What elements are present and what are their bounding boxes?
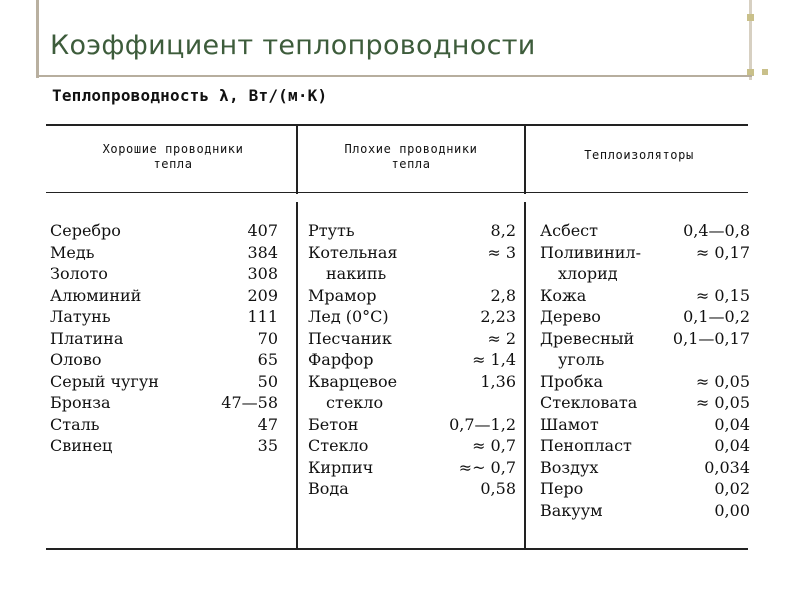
- material-value: 0,02: [714, 479, 750, 498]
- material-name: Латунь: [50, 307, 111, 326]
- slide-title-rule: [36, 75, 752, 77]
- material-name-continuation: хлорид: [558, 264, 618, 283]
- material-name: Песчаник: [308, 328, 392, 348]
- material-row-continuation: [540, 349, 750, 371]
- column-divider: [296, 124, 298, 194]
- material-value: ≈ 0,05: [695, 371, 750, 391]
- material-value: 0,1—0,17: [672, 328, 750, 348]
- material-row: [308, 285, 516, 307]
- header-insulators: Теплоизоляторы: [584, 148, 694, 162]
- material-value: 0,58: [480, 479, 516, 498]
- material-row: [540, 435, 750, 457]
- material-row: [540, 392, 750, 414]
- conductivity-table: [46, 82, 756, 552]
- slide-border-right: [749, 0, 752, 80]
- material-name: Золото: [50, 264, 108, 283]
- material-row: [308, 435, 516, 457]
- material-name: Воздух: [540, 457, 599, 477]
- material-name: Пробка: [540, 371, 603, 391]
- material-value: 50: [257, 371, 278, 391]
- material-name: Бетон: [308, 414, 359, 434]
- material-name: Лед (0°С): [308, 307, 389, 326]
- material-name: Медь: [50, 242, 95, 262]
- material-row: [540, 414, 750, 436]
- material-row: [50, 435, 278, 457]
- material-value: 209: [247, 285, 278, 305]
- material-name: Древесный: [540, 328, 635, 348]
- material-name: Пенопласт: [540, 436, 632, 455]
- material-name: Котельная: [308, 242, 398, 262]
- material-name: Асбест: [540, 221, 598, 240]
- material-name: Мрамор: [308, 285, 377, 305]
- material-value: 0,4—0,8: [683, 221, 750, 240]
- material-name: Алюминий: [50, 285, 142, 305]
- material-name: Поливинил-: [540, 242, 641, 262]
- table-caption: Теплопроводность λ, Вт/(м·К): [52, 86, 328, 105]
- material-value: 2,8: [490, 285, 516, 305]
- material-row: [50, 263, 278, 285]
- material-value: ≈ 0,7: [472, 436, 516, 455]
- decor-square: [747, 14, 754, 21]
- material-value: 0,00: [714, 500, 750, 520]
- material-row-continuation: [308, 392, 516, 414]
- material-name: Перо: [540, 479, 584, 498]
- material-name: Серебро: [50, 221, 121, 240]
- slide-title: Коэффициент теплопроводности: [50, 30, 536, 61]
- material-name: Шамот: [540, 414, 599, 434]
- material-name: Фарфор: [308, 350, 374, 369]
- material-row: [308, 414, 516, 436]
- material-name: Вакуум: [540, 500, 603, 520]
- decor-square: [762, 69, 768, 75]
- material-name: Свинец: [50, 436, 113, 455]
- material-row: [308, 478, 516, 500]
- material-row: [540, 242, 750, 264]
- material-row: [50, 371, 278, 393]
- material-row: [540, 220, 750, 242]
- material-name: Олово: [50, 350, 102, 369]
- material-name-continuation: накипь: [326, 264, 387, 283]
- material-row: [308, 349, 516, 371]
- material-name: Ртуть: [308, 221, 355, 240]
- material-row: [50, 328, 278, 350]
- material-row-continuation: [308, 263, 516, 285]
- material-value: 65: [257, 350, 278, 369]
- column-divider: [296, 202, 298, 548]
- material-row: [540, 306, 750, 328]
- material-row: [540, 500, 750, 522]
- table-rule-bottom: [46, 548, 748, 550]
- table-rule-header: [46, 192, 748, 193]
- material-value: ≈ 0,17: [695, 242, 750, 262]
- material-value: 0,04: [714, 414, 750, 434]
- material-name: Сталь: [50, 414, 100, 434]
- material-name: Кожа: [540, 285, 587, 305]
- material-value: ≈~ 0,7: [458, 457, 516, 477]
- material-name: Бронза: [50, 393, 111, 412]
- material-value: 384: [247, 242, 278, 262]
- slide-border-left: [36, 0, 39, 78]
- material-row: [540, 457, 750, 479]
- header-poor-conductors: [304, 142, 518, 172]
- column-poor-conductors: [308, 220, 516, 500]
- material-name: Дерево: [540, 307, 601, 326]
- material-row: [540, 371, 750, 393]
- material-value: 1,36: [480, 371, 516, 391]
- material-value: 70: [257, 328, 278, 348]
- material-row: [308, 220, 516, 242]
- column-divider: [524, 202, 526, 548]
- material-value: 0,04: [714, 436, 750, 455]
- material-value: ≈ 0,05: [695, 393, 750, 412]
- material-name: Кирпич: [308, 457, 374, 477]
- material-value: 2,23: [480, 307, 516, 326]
- header-good-line2: тепла: [153, 157, 193, 171]
- material-row: [50, 285, 278, 307]
- material-value: 47: [257, 414, 278, 434]
- material-value: 0,1—0,2: [683, 307, 750, 326]
- material-value: 308: [247, 264, 278, 283]
- material-name: Стекло: [308, 436, 369, 455]
- header-good-line1: Хорошие проводники: [102, 142, 244, 156]
- material-value: ≈ 0,15: [695, 285, 750, 305]
- material-row: [308, 328, 516, 350]
- material-name: Кварцевое: [308, 371, 398, 391]
- material-row: [308, 457, 516, 479]
- material-value: ≈ 1,4: [472, 350, 516, 369]
- material-row: [308, 306, 516, 328]
- material-value: 0,034: [704, 457, 750, 477]
- material-value: 47—58: [221, 393, 278, 412]
- material-name: Стекловата: [540, 393, 638, 412]
- column-divider: [524, 124, 526, 194]
- material-value: ≈ 3: [487, 242, 516, 262]
- material-name: Серый чугун: [50, 371, 159, 391]
- material-value: 407: [247, 221, 278, 240]
- material-row: [540, 285, 750, 307]
- material-name: Платина: [50, 328, 124, 348]
- material-row: [308, 371, 516, 393]
- material-row: [50, 414, 278, 436]
- material-row: [308, 242, 516, 264]
- material-row: [50, 392, 278, 414]
- table-rule-top: [46, 124, 748, 126]
- material-row: [50, 220, 278, 242]
- material-row: [50, 242, 278, 264]
- header-poor-line2: тепла: [391, 157, 431, 171]
- material-value: 0,7—1,2: [449, 414, 516, 434]
- material-value: 8,2: [490, 221, 516, 240]
- material-row: [540, 328, 750, 350]
- material-value: 35: [257, 436, 278, 455]
- material-name-continuation: стекло: [326, 393, 384, 412]
- header-poor-line1: Плохие проводники: [344, 142, 478, 156]
- material-row: [50, 349, 278, 371]
- column-good-conductors: [50, 220, 278, 457]
- material-name-continuation: уголь: [558, 350, 605, 369]
- material-name: Вода: [308, 479, 349, 498]
- material-value: 111: [247, 307, 278, 326]
- material-value: ≈ 2: [487, 328, 516, 348]
- material-row-continuation: [540, 263, 750, 285]
- material-row: [50, 306, 278, 328]
- header-good-conductors: [58, 142, 288, 172]
- material-row: [540, 478, 750, 500]
- column-insulators: [540, 220, 750, 521]
